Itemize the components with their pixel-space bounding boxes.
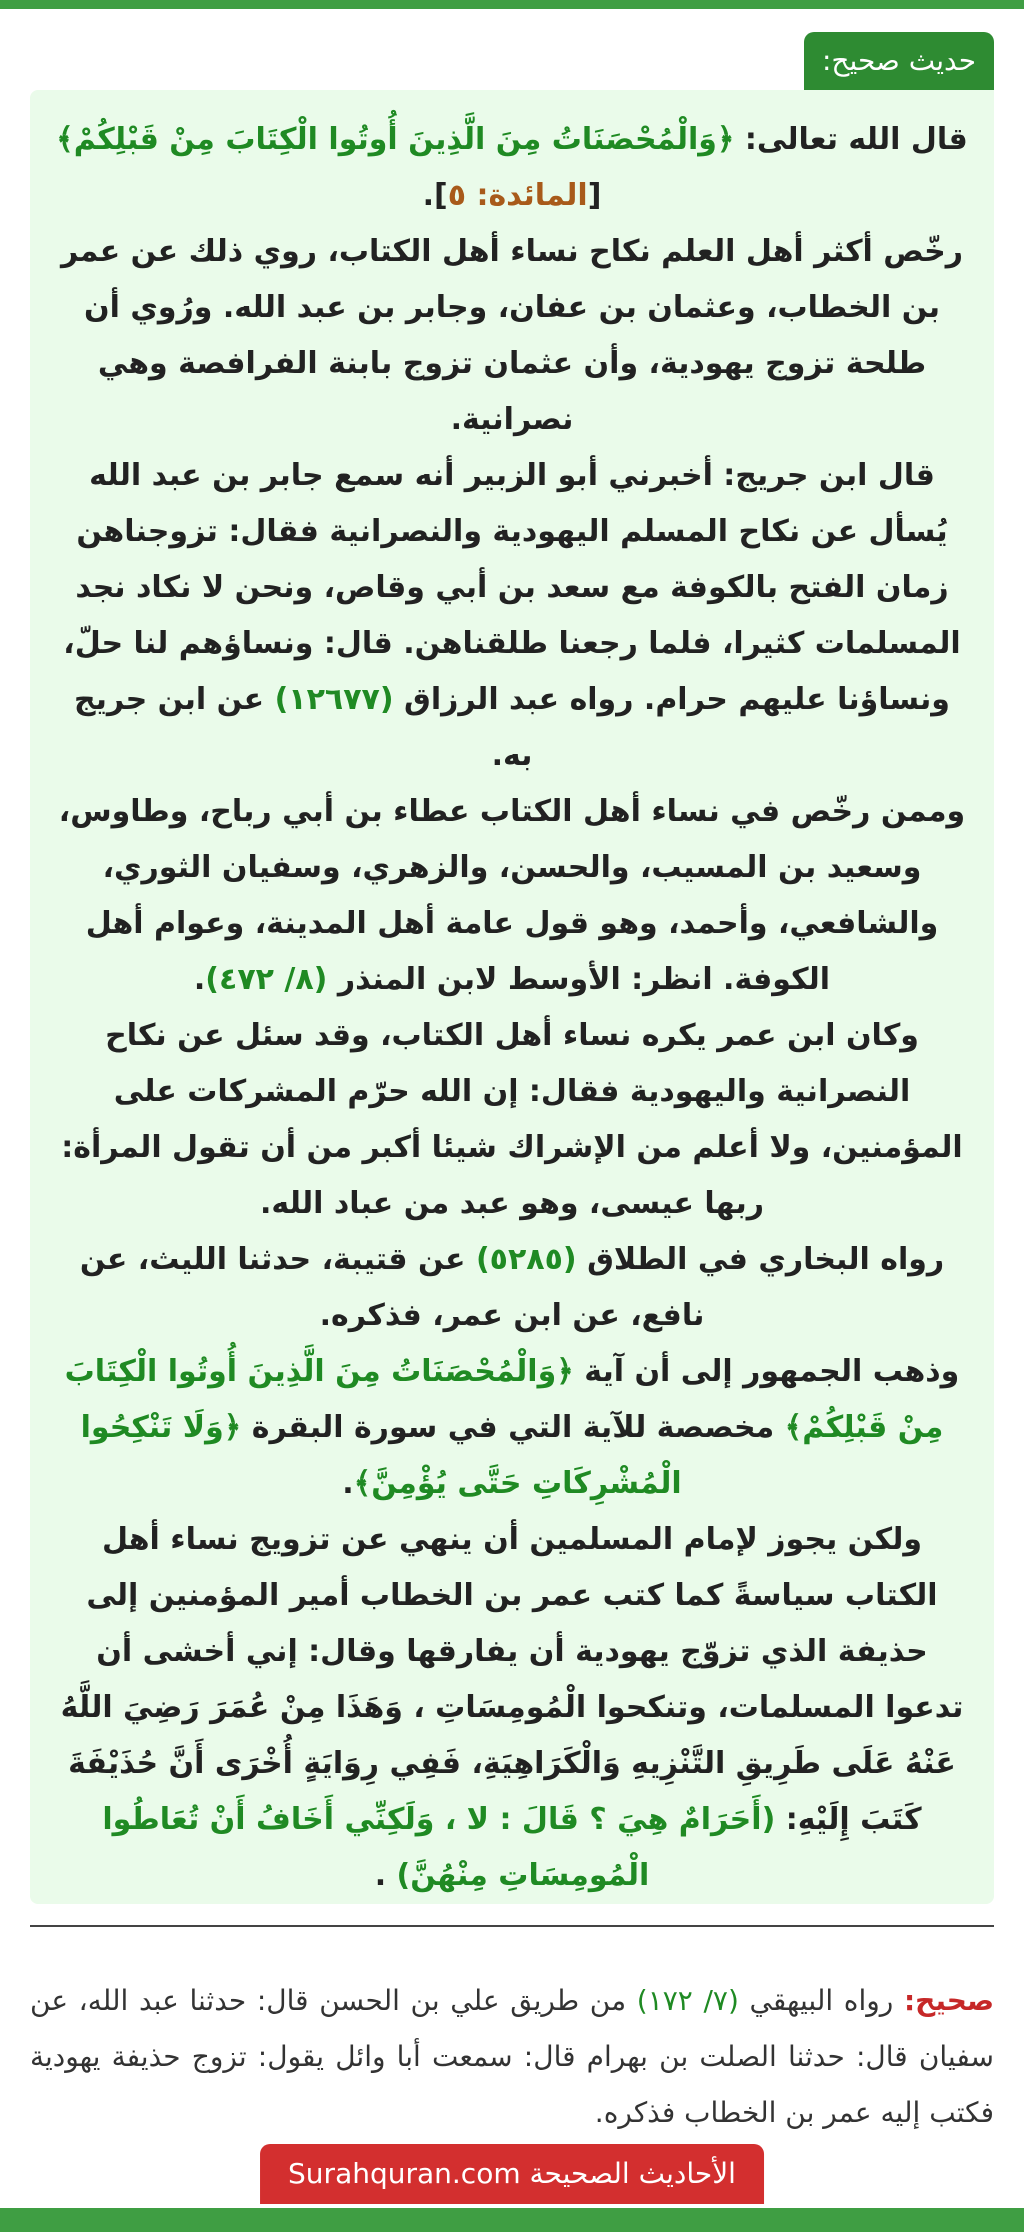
site-link-button[interactable]: الأحاديث الصحيحة Surahquran.com [260, 2144, 764, 2204]
text-span: قال الله تعالى: [734, 122, 968, 157]
text-span: . [193, 962, 206, 997]
hadith-grading [30, 1973, 994, 2141]
text-span: ]. [422, 178, 448, 213]
text-span: ولكن يجوز لإمام المسلمين أن ينهي عن تزويج نساء أهل الكتاب سياسةً كما كتب عمر بن الخطاب أمير المؤمنين إلى حذيفة الذي تزوّج يهودية أن يفارقها وقال: إني أخشى أن تدعوا المسلمات، وتنكحوا الْمُومِسَاتِ ، وَهَذَا مِنْ عُمَرَ رَضِيَ اللَّهُ عَنْهُ عَلَى طَرِيقِ التَّنْزِيهِ وَالْكَرَاهِيَةِ، فَفِي رِوَايَةٍ أُخْرَى أَنَّ حُذَيْفَةَ كَتَبَ إِلَيْهِ: [60, 1522, 964, 1837]
text-span: وممن رخّص في نساء أهل الكتاب عطاء بن أبي رباح، وطاوس، وسعيد بن المسيب، والحسن، والزهري، وسفيان الثوري، والشافعي، وأحمد، وهو قول عامة أهل المدينة، وعوام أهل الكوفة. انظر: الأوسط لابن المنذر [58, 794, 966, 997]
text-span: . [374, 1858, 397, 1893]
hadith-paragraph-6 [52, 1232, 972, 1344]
source-number: (١٢٦٧٧) [274, 682, 394, 717]
text-span: وذهب الجمهور إلى أن آية [573, 1354, 960, 1389]
section-divider [30, 1925, 994, 1927]
hadith-paragraph-1 [52, 112, 972, 224]
verse-reference: المائدة: ٥ [447, 178, 588, 213]
source-number: (٨/ ٤٧٢) [205, 962, 328, 997]
hadith-paragraph-7 [52, 1344, 972, 1512]
source-number: (٧/ ١٧٢) [636, 1984, 739, 2017]
text-span: عن قتيبة، حدثنا الليث، عن نافع، عن ابن عمر، فذكره. [79, 1242, 705, 1333]
quran-verse: ﴿وَالْمُحْصَنَاتُ مِنَ الَّذِينَ أُوتُوا الْكِتَابَ مِنْ قَبْلِكُمْ﴾ [56, 122, 735, 157]
hadith-paragraph-8 [52, 1512, 972, 1904]
top-accent-bar [0, 0, 1024, 9]
source-number: (٥٢٨٥) [475, 1242, 577, 1277]
text-span: رواه البيهقي [738, 1984, 904, 2017]
text-span: . [342, 1466, 354, 1501]
text-span: قال ابن جريج: أخبرني أبو الزبير أنه سمع جابر بن عبد الله يُسأل عن نكاح المسلم اليهودية والنصرانية فقال: تزوجناهن زمان الفتح بالكوفة مع سعد بن أبي وقاص، ونحن لا نكاد نجد المسلمات كثيرا، فلما رجعنا طلقناهن. قال: ونساؤهم لنا حلّ، ونساؤنا عليهم حرام. رواه عبد الرزاق [63, 458, 961, 717]
quran-verse: ﴿وَلَا تَنْكِحُوا الْمُشْرِكَاتِ حَتَّى يُؤْمِنَّ﴾ [80, 1410, 682, 1501]
grade-label: صحيح: [903, 1984, 994, 2017]
hadith-paragraph-4 [52, 784, 972, 1008]
text-span: مخصصة للآية التي في سورة البقرة [241, 1410, 785, 1445]
bottom-accent-bar [0, 2208, 1024, 2232]
quoted-narration: (أَحَرَامٌ هِيَ ؟ قَالَ : لا ، وَلَكِنِّي أَخَافُ أَنْ تُعَاطُوا الْمُومِسَاتِ مِنْهُنَّ) [102, 1802, 776, 1893]
hadith-status-badge: حديث صحيح: [804, 32, 994, 90]
hadith-text-box [30, 90, 994, 1904]
hadith-paragraph-2: رخّص أكثر أهل العلم نكاح نساء أهل الكتاب، روي ذلك عن عمر بن الخطاب، وعثمان بن عفان، وجابر بن عبد الله. ورُوي أن طلحة تزوج يهودية، وأن عثمان تزوج بابنة الفرافصة وهي نصرانية. [60, 234, 964, 437]
quran-verse: ﴿وَالْمُحْصَنَاتُ مِنَ الَّذِينَ أُوتُوا الْكِتَابَ مِنْ قَبْلِكُمْ﴾ [64, 1354, 944, 1445]
hadith-paragraph-5: وكان ابن عمر يكره نساء أهل الكتاب، وقد سئل عن نكاح النصرانية واليهودية فقال: إن الله حرّم المشركات على المؤمنين، ولا أعلم من الإشراك شيئا أكبر من أن تقول المرأة: ربها عيسى، وهو عبد من عباد الله. [61, 1018, 963, 1221]
text-span: [ [587, 178, 602, 213]
text-span: من طريق علي بن الحسن قال: حدثنا عبد الله، عن سفيان قال: حدثنا الصلت بن بهرام قال: سمعت أبا وائل يقول: تزوج حذيفة يهودية فكتب إليه عمر بن الخطاب فذكره. [30, 1984, 994, 2129]
hadith-paragraph-3 [52, 448, 972, 784]
text-span: عن ابن جريج به. [74, 682, 533, 773]
text-span: رواه البخاري في الطلاق [576, 1242, 945, 1277]
